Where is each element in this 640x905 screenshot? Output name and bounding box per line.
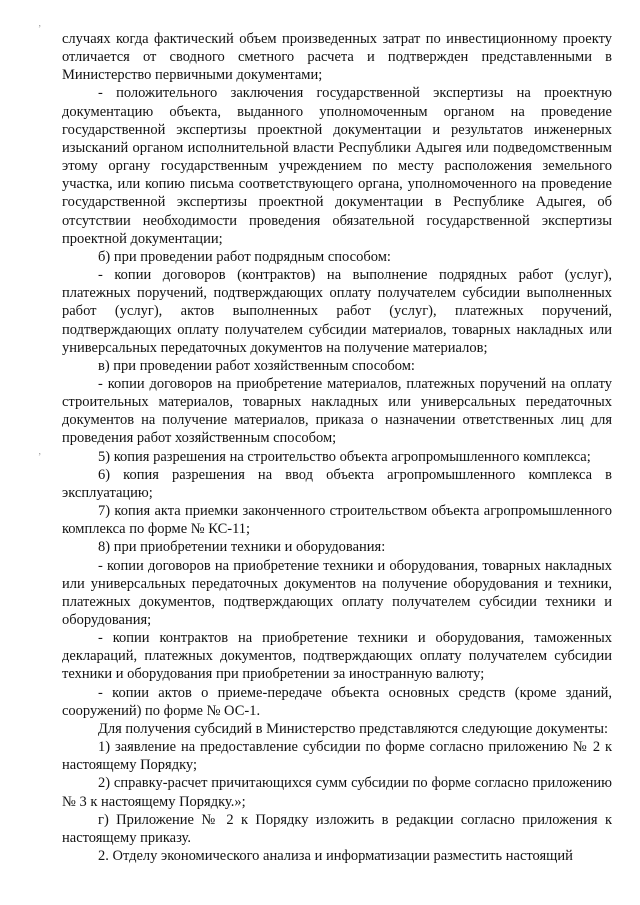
document-page <box>62 30 612 865</box>
paragraph: - копии договоров на приобретение техники и оборудования, товарных накладных или универсальных передаточных документов на получение оборудования и техники, платежных документов, подтверждающих оплату получателем субсидии техники и оборудования; <box>62 557 612 628</box>
paragraph: Для получения субсидий в Министерство представляются следующие документы: <box>98 720 608 737</box>
margin-mark-middle: ‚ <box>38 446 42 457</box>
margin-mark-top: ‚ <box>38 18 42 29</box>
paragraph: - положительного заключения государственной экспертизы на проектную документацию объекта, выданного уполномоченным органом на проведение государственной экспертизы проектной документации и результатов инженерных изысканий органом исполнительной власти Республики Адыгея или подведомственным этому органу государственным учреждением по месту расположения земельного участка, или копию письма соответствующего органа, уполномоченного на проведение государственной экспертизы проектной документации в Республике Адыгея, об отсутствии необходимости проведения обязательной государственной экспертизы проектной документации; <box>62 85 612 247</box>
paragraph: случаях когда фактический объем произведенных затрат по инвестиционному проекту отличается от сводного сметного расчета и подтвержден представленными в Министерство первичными документами; <box>62 31 612 84</box>
paragraph: б) при проведении работ подрядным способом: <box>98 248 391 265</box>
paragraph: 8) при приобретении техники и оборудования: <box>98 539 386 556</box>
paragraph: - копии договоров на приобретение материалов, платежных поручений на оплату строительных материалов, товарных накладных или универсальных передаточных документов на получение материалов, приказа о назначении ответственных лиц для проведения работ хозяйственным способом; <box>62 375 612 447</box>
paragraph: 2. Отделу экономического анализа и информатизации разместить настоящий <box>98 848 573 865</box>
paragraph: 2) справку-расчет причитающихся сумм субсидии по форме согласно приложению № 3 к настоящему Порядку.»; <box>62 775 612 810</box>
paragraph: - копии актов о приеме-передаче объекта основных средств (кроме зданий, сооружений) по форме № ОС-1. <box>62 684 612 719</box>
paragraph: 1) заявление на предоставление субсидии по форме согласно приложению № 2 к настоящему Порядку; <box>62 739 612 774</box>
paragraph: в) при проведении работ хозяйственным способом: <box>98 357 415 374</box>
paragraph: 5) копия разрешения на строительство объекта агропромышленного комплекса; <box>98 448 591 465</box>
paragraph: 6) копия разрешения на ввод объекта агропромышленного комплекса в эксплуатацию; <box>62 466 612 501</box>
paragraph: г) Приложение № 2 к Порядку изложить в редакции согласно приложения к настоящему приказу. <box>62 811 612 846</box>
paragraph: - копии договоров (контрактов) на выполнение подрядных работ (услуг), платежных поручений, подтверждающих оплату получателем субсидии выполненных работ (услуг), актов выполненных работ (услуг), платежных поручений, подтверждающих оплату получателем субсидии материалов, товарных накладных или универсальных передаточных документов на получение материалов; <box>62 267 612 356</box>
paragraph: - копии контрактов на приобретение техники и оборудования, таможенных деклараций, платежных документов, подтверждающих оплату получателем субсидии техники и оборудования при приобретении за иностранную валюту; <box>62 630 612 683</box>
paragraph: 7) копия акта приемки законченного строительством объекта агропромышленного комплекса по форме № КС-11; <box>62 503 612 538</box>
